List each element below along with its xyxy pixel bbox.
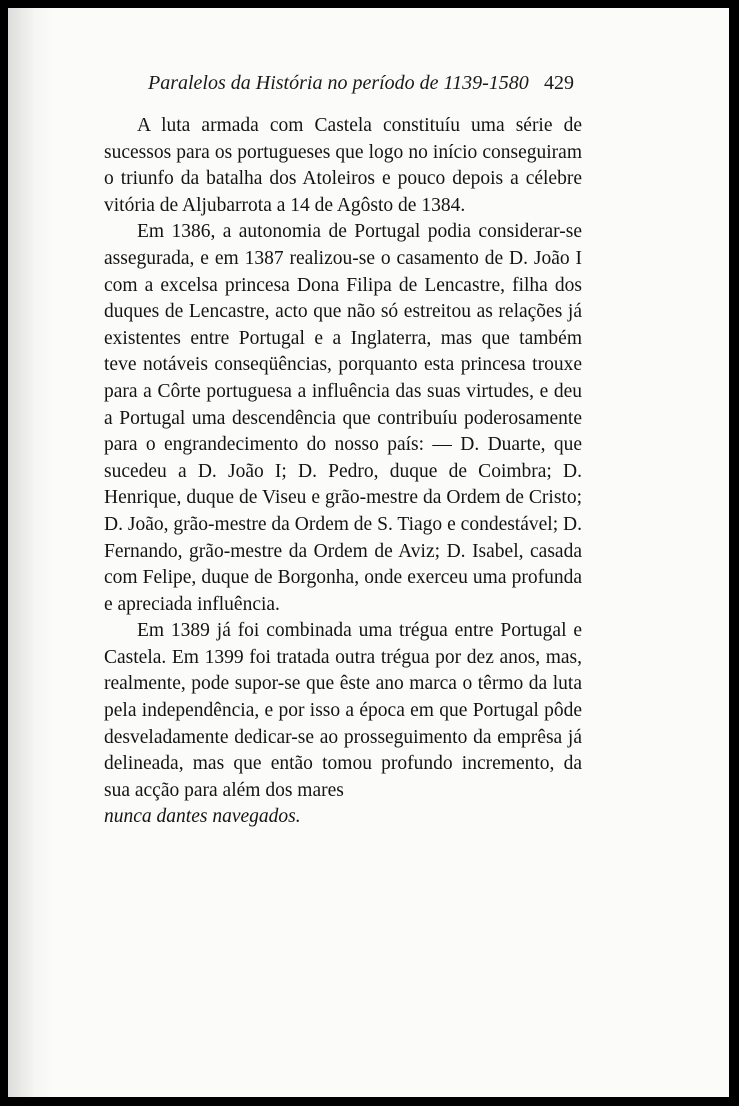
book-page (8, 8, 729, 1097)
running-title: Paralelos da História no período de 1139-1580 (148, 72, 529, 94)
paragraph-truce-text: Em 1389 já foi combinada uma trégua entre Portugal e Castela. Em 1399 foi tratada outra trégua por dez anos, mas, realmente, pode supor-se que êste ano marca o têrmo da luta pela independência, e por isso a época em que Portugal pôde desveladamente dedicar-se ao prosseguimento da emprêsa já delineada, mas que então tomou profundo incremento, da sua acção para além dos mares (104, 620, 582, 801)
paragraph-autonomy-marriage: Em 1386, a autonomia de Portugal podia considerar-se assegurada, e em 1387 realizou-se o casamento de D. João I com a excelsa princesa Dona Filipa de Lencastre, filha dos duques de Lencastre, acto que não só estreitou as relações já existentes entre Portugal e a Inglaterra, mas que também teve notáveis conseqüências, porquanto esta princesa trouxe para a Côrte portuguesa a influência das suas virtudes, e deu a Portugal uma descendência que contribuíu poderosamente para o engrandecimento do nosso país: — D. Duarte, que sucedeu a D. João I; D. Pedro, duque de Coimbra; D. Henrique, duque de Viseu e grão-mestre da Ordem de Cristo; D. João, grão-mestre da Ordem de S. Tiago e condestável; D. Fernando, grão-mestre da Ordem de Aviz; D. Isabel, casada com Felipe, duque de Borgonha, onde exerceu uma profunda e apreciada influência. (104, 221, 582, 615)
page-header (104, 72, 594, 100)
paragraph-truce (104, 618, 582, 831)
paragraph-castela-war: A luta armada com Castela constituíu uma série de sucessos para os portugueses que logo no início conseguiram o triunfo da batalha dos Atoleiros e pouco depois a célebre vitória de Aljubarrota a 14 de Agôsto de 1384. (104, 115, 582, 216)
scan-gutter-shadow (8, 8, 54, 1097)
body-text (104, 113, 582, 831)
closing-italic-phrase: nunca dantes navegados. (104, 806, 301, 828)
page-number: 429 (544, 72, 574, 94)
